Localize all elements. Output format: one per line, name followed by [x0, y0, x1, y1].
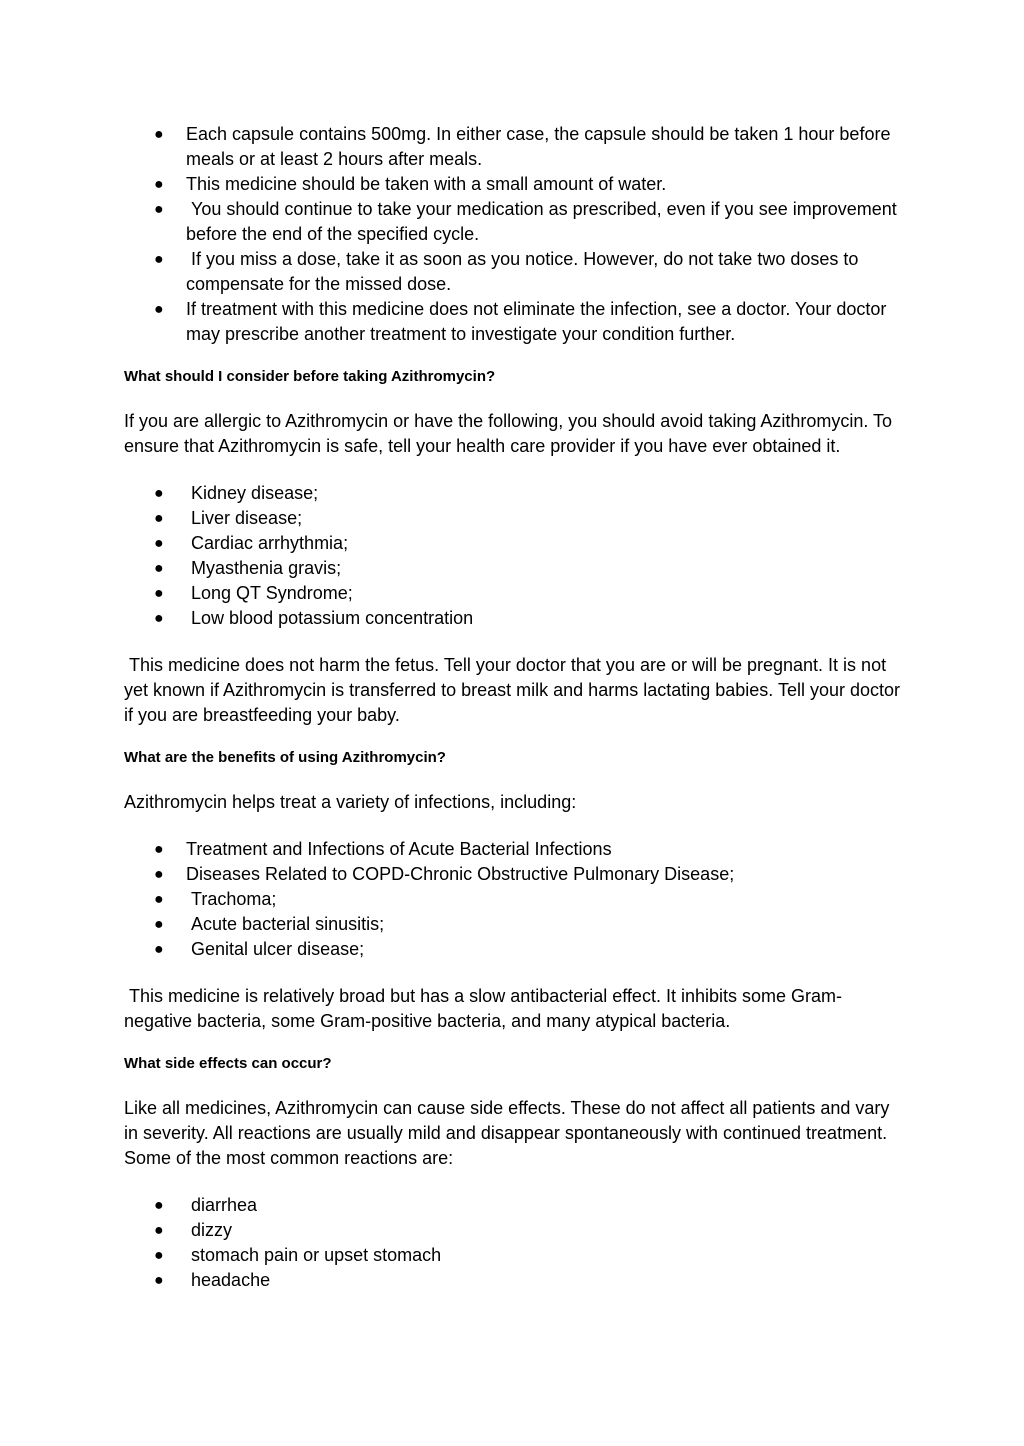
side-effects-intro: Like all medicines, Azithromycin can cause side effects. These do not affect all patients and vary in severity. All reactions are usually mild and disappear spontaneously with continued treatment. Some of the most common reactions are: [124, 1098, 895, 1168]
bullet-icon: ● [154, 916, 164, 933]
list-item: ● Long QT Syndrome; [124, 581, 904, 606]
considerations-intro: If you are allergic to Azithromycin or have the following, you should avoid taking Azithromycin. To ensure that Azithromycin is safe, tell your health care provider if you have ever obtained it. [124, 411, 898, 456]
bullet-icon: ● [154, 1247, 164, 1264]
bullet-icon: ● [154, 485, 164, 502]
list-item: ● Myasthenia gravis; [124, 556, 904, 581]
bullet-icon: ● [154, 841, 164, 858]
bullet-icon: ● [154, 176, 164, 193]
list-item: ● If treatment with this medicine does not eliminate the infection, see a doctor. Your doctor may prescribe another treatment to investigate your condition further. [154, 299, 892, 344]
pregnancy-paragraph: This medicine does not harm the fetus. Tell your doctor that you are or will be pregnant. It is not yet known if Azithromycin is transferred to breast milk and harms lactating babies. Tell your doctor if you are breastfeeding your baby. [124, 655, 906, 725]
list-item: ● diarrhea [124, 1193, 904, 1218]
list-item: ● This medicine should be taken with a small amount of water. [124, 172, 904, 197]
document-page [124, 122, 904, 1293]
benefits-intro: Azithromycin helps treat a variety of infections, including: [124, 792, 577, 812]
list-item: ● Each capsule contains 500mg. In either case, the capsule should be taken 1 hour before meals or at least 2 hours after meals. [154, 124, 896, 169]
bullet-icon: ● [154, 126, 164, 143]
section-heading-considerations: What should I consider before taking Azithromycin? [124, 368, 496, 385]
section-heading-side-effects: What side effects can occur? [124, 1055, 332, 1072]
list-item: ● Acute bacterial sinusitis; [124, 912, 904, 937]
dosage-list [124, 122, 904, 347]
list-item: ● Treatment and Infections of Acute Bacterial Infections [124, 837, 904, 862]
list-item: ● Trachoma; [124, 887, 904, 912]
list-item: ● headache [124, 1268, 904, 1293]
bullet-icon: ● [154, 560, 164, 577]
bullet-icon: ● [154, 891, 164, 908]
bullet-icon: ● [154, 1197, 164, 1214]
list-item: ● dizzy [124, 1218, 904, 1243]
bullet-icon: ● [154, 201, 164, 218]
bullet-icon: ● [154, 866, 164, 883]
bullet-icon: ● [154, 1272, 164, 1289]
list-item: ● stomach pain or upset stomach [124, 1243, 904, 1268]
bullet-icon: ● [154, 510, 164, 527]
bullet-icon: ● [154, 535, 164, 552]
bullet-icon: ● [154, 301, 164, 318]
side-effects-list [124, 1193, 904, 1293]
infections-list [124, 837, 904, 962]
bullet-icon: ● [154, 585, 164, 602]
list-item: ● Low blood potassium concentration [124, 606, 904, 631]
bullet-icon: ● [154, 610, 164, 627]
antibacterial-paragraph: This medicine is relatively broad but has a slow antibacterial effect. It inhibits some Gram-negative bacteria, some Gram-positive bacteria, and many atypical bacteria. [124, 986, 842, 1031]
list-item: ● Liver disease; [124, 506, 904, 531]
list-item: ● Diseases Related to COPD-Chronic Obstructive Pulmonary Disease; [124, 862, 904, 887]
list-item: ● If you miss a dose, take it as soon as you notice. However, do not take two doses to compensate for the missed dose. [154, 249, 864, 294]
bullet-icon: ● [154, 941, 164, 958]
list-item: ● Kidney disease; [124, 481, 904, 506]
bullet-icon: ● [154, 1222, 164, 1239]
conditions-list [124, 481, 904, 631]
list-item: ● Genital ulcer disease; [124, 937, 904, 962]
section-heading-benefits: What are the benefits of using Azithromycin? [124, 749, 446, 766]
bullet-icon: ● [154, 251, 164, 268]
list-item: ● Cardiac arrhythmia; [124, 531, 904, 556]
list-item: ● You should continue to take your medication as prescribed, even if you see improvement before the end of the specified cycle. [154, 199, 902, 244]
